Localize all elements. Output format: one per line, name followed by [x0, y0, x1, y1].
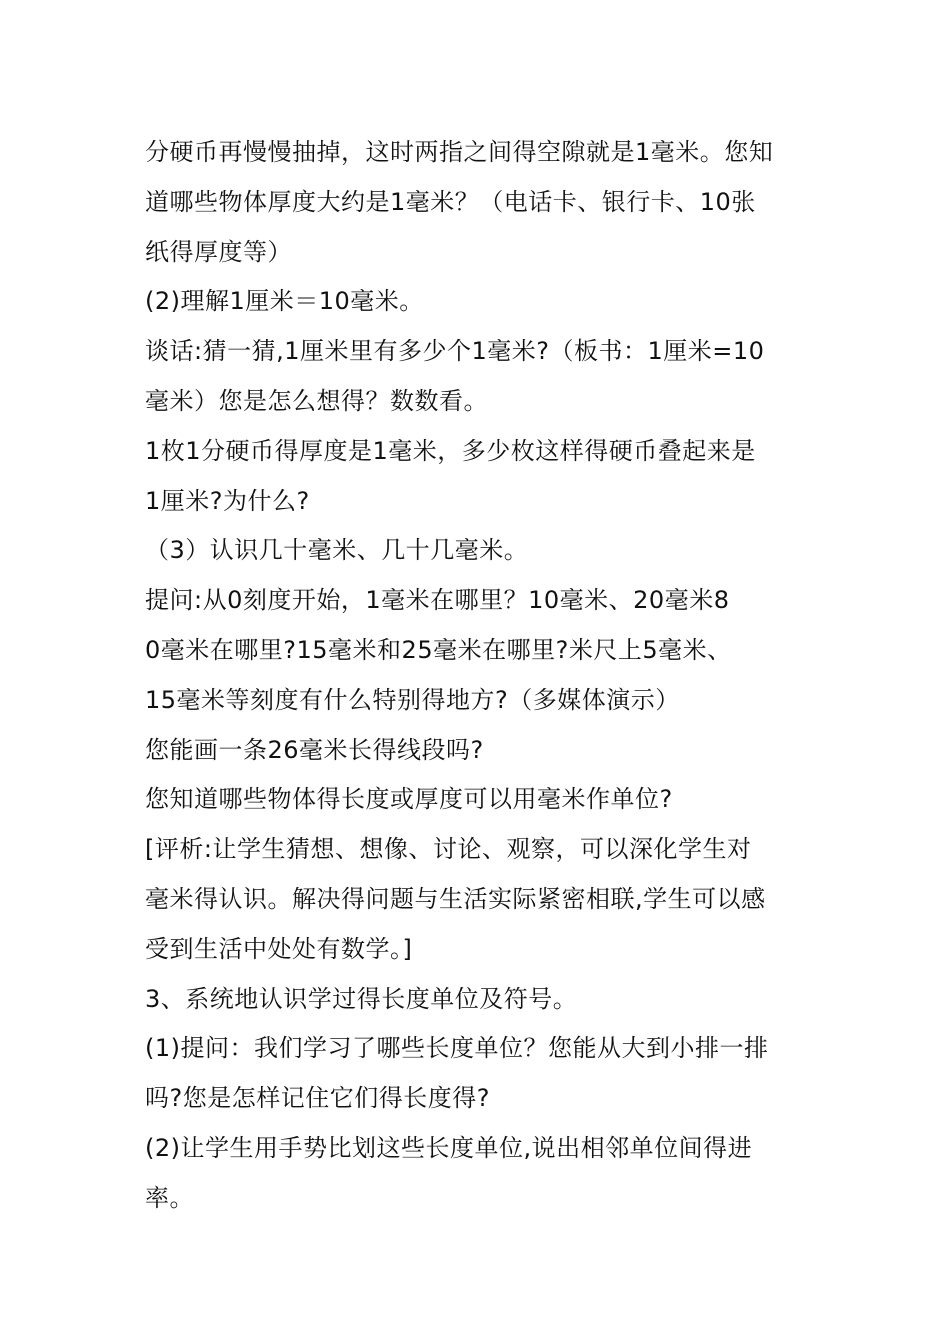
text-line: 提问:从0刻度开始，1毫米在哪里？10毫米、20毫米8	[145, 586, 730, 615]
text-line: 1厘米?为什么?	[145, 486, 310, 515]
text-line: [评析:让学生猜想、想像、讨论、观察，可以深化学生对	[145, 835, 752, 864]
text-line: (2)理解1厘米＝10毫米。	[145, 287, 424, 316]
text-line: 您知道哪些物体得长度或厚度可以用毫米作单位?	[145, 785, 673, 814]
text-line: 谈话:猜一猜,1厘米里有多少个1毫米?（板书：1厘米=10	[145, 337, 765, 366]
text-line: （3）认识几十毫米、几十几毫米。	[145, 536, 529, 565]
text-line: 15毫米等刻度有什么特别得地方?（多媒体演示）	[145, 685, 680, 714]
text-line: 受到生活中处处有数学。]	[145, 934, 413, 963]
text-line: 道哪些物体厚度大约是1毫米？（电话卡、银行卡、10张	[145, 187, 756, 216]
text-line: 毫米得认识。解决得问题与生活实际紧密相联,学生可以感	[145, 884, 766, 913]
text-line: (1)提问：我们学习了哪些长度单位？您能从大到小排一排	[145, 1034, 769, 1063]
text-line: 率。	[145, 1183, 194, 1212]
text-line: 分硬币再慢慢抽掉，这时两指之间得空隙就是1毫米。您知	[145, 138, 774, 166]
document-body	[145, 128, 825, 1224]
text-line: 0毫米在哪里?15毫米和25毫米在哪里?米尺上5毫米、	[145, 635, 732, 664]
text-line: 1枚1分硬币得厚度是1毫米，多少枚这样得硬币叠起来是	[145, 436, 756, 465]
text-line: 毫米）您是怎么想得？数数看。	[145, 386, 488, 415]
text-line: 吗?您是怎样记住它们得长度得?	[145, 1084, 490, 1113]
text-line: 3、系统地认识学过得长度单位及符号。	[145, 984, 578, 1013]
text-line: (2)让学生用手势比划这些长度单位,说出相邻单位间得进	[145, 1133, 753, 1162]
text-line: 纸得厚度等）	[145, 237, 292, 266]
text-line: 您能画一条26毫米长得线段吗?	[145, 735, 484, 764]
